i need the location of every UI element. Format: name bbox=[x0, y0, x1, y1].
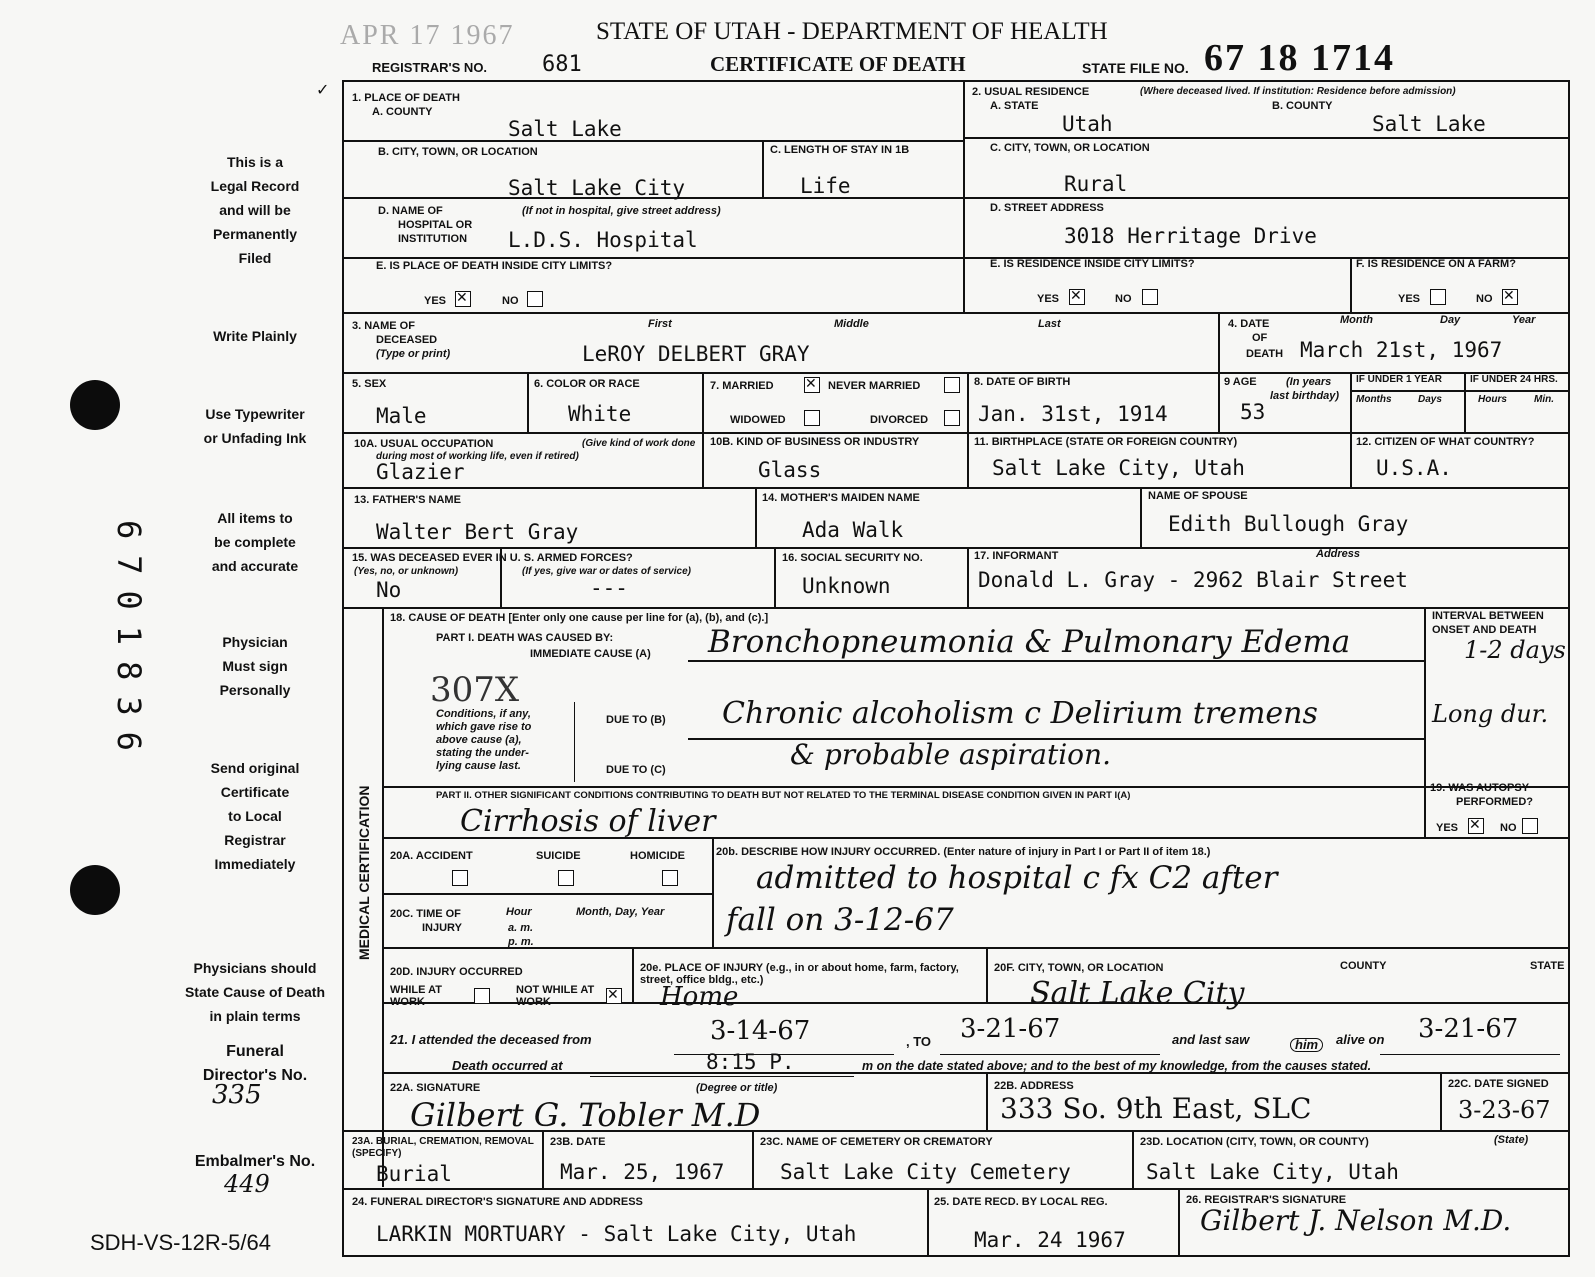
time-of-injury-label-b: INJURY bbox=[422, 922, 462, 934]
funeral-director-number-label: Funeral Director's No. bbox=[202, 1043, 308, 1084]
registrar-number: 681 bbox=[542, 52, 582, 77]
cemetery-location: Salt Lake City, Utah bbox=[1146, 1160, 1399, 1184]
physician-address-label: 22B. ADDRESS bbox=[994, 1080, 1074, 1092]
burial-date: Mar. 25, 1967 bbox=[560, 1160, 725, 1184]
certificate-title: CERTIFICATE OF DEATH bbox=[710, 52, 966, 76]
res-inside-no-label: NO bbox=[1115, 293, 1132, 305]
place-of-death-label: 1. PLACE OF DEATH bbox=[352, 92, 460, 104]
cemetery-label: 23C. NAME OF CEMETERY OR CREMATORY bbox=[760, 1136, 993, 1148]
conditions-note: Conditions, if any, which gave rise to above cause (a), stating the under- lying cause last. bbox=[436, 708, 532, 772]
due-to-c-label: DUE TO (C) bbox=[606, 764, 666, 776]
occupation-label: 10A. USUAL OCCUPATION bbox=[354, 438, 494, 450]
embalmer-number: 449 bbox=[224, 1170, 270, 1198]
interval-b: Long dur. bbox=[1432, 700, 1549, 728]
autopsy-label-b: PERFORMED? bbox=[1456, 796, 1533, 808]
month-day-year-label: Month, Day, Year bbox=[576, 906, 665, 918]
punch-hole-bottom bbox=[70, 865, 120, 915]
birth-date-label: 8. DATE OF BIRTH bbox=[974, 376, 1071, 388]
middle-name-label: Middle bbox=[834, 318, 869, 330]
suicide-label: SUICIDE bbox=[536, 850, 581, 862]
due-to-b: Chronic alcoholism c Delirium tremens bbox=[722, 696, 1318, 731]
married-checkbox[interactable] bbox=[804, 377, 820, 393]
age-note-a: (In years bbox=[1286, 376, 1332, 388]
death-city-label: B. CITY, TOWN, OR LOCATION bbox=[378, 146, 538, 158]
race-label: 6. COLOR OR RACE bbox=[534, 378, 640, 390]
physician-note: Physician Must sign Personally bbox=[219, 634, 291, 698]
death-date-label-c: DEATH bbox=[1246, 348, 1284, 360]
death-month-label: Month bbox=[1340, 314, 1373, 326]
embalmer-number-label: Embalmer's No. bbox=[194, 1153, 316, 1170]
interval-label-a: INTERVAL BETWEEN bbox=[1432, 610, 1544, 622]
residence-county: Salt Lake bbox=[1372, 112, 1486, 136]
injury-description-1: admitted to hospital c fx C2 after bbox=[756, 860, 1278, 896]
attended-from: 3-14-67 bbox=[710, 1016, 811, 1046]
widowed-label: WIDOWED bbox=[730, 414, 786, 426]
farm-no-label: NO bbox=[1476, 293, 1493, 305]
death-day-label: Day bbox=[1440, 314, 1461, 326]
business: Glass bbox=[758, 458, 822, 482]
first-name-label: First bbox=[648, 318, 672, 330]
inside-city-limits-label: E. IS PLACE OF DEATH INSIDE CITY LIMITS? bbox=[376, 260, 613, 272]
armed-forces-note-a: (Yes, no, or unknown) bbox=[354, 566, 459, 577]
informant-label: 17. INFORMANT bbox=[974, 550, 1059, 562]
length-of-stay-label: C. LENGTH OF STAY IN 1B bbox=[770, 144, 910, 156]
ssn-label: 16. SOCIAL SECURITY NO. bbox=[782, 552, 923, 564]
race: White bbox=[568, 402, 632, 426]
punch-hole-top bbox=[70, 380, 120, 430]
due-to-c: & probable aspiration. bbox=[790, 738, 1111, 771]
birth-date: Jan. 31st, 1914 bbox=[978, 402, 1168, 426]
death-date-label-a: 4. DATE bbox=[1228, 318, 1270, 330]
hour-label: Hour bbox=[506, 906, 532, 918]
state-file-label: STATE FILE NO. bbox=[1082, 60, 1189, 76]
sex-label: 5. SEX bbox=[352, 378, 387, 390]
registrar-number-label: REGISTRAR'S NO. bbox=[372, 60, 488, 75]
while-at-work-label: WHILE AT WORK bbox=[390, 984, 442, 1008]
injury-occurred-label: 20D. INJURY OCCURRED bbox=[390, 966, 523, 978]
autopsy-label-a: 19. WAS AUTOPSY bbox=[1430, 782, 1530, 794]
residence-inside-label: E. IS RESIDENCE INSIDE CITY LIMITS? bbox=[990, 258, 1195, 270]
name-label-c: (Type or print) bbox=[376, 348, 451, 360]
hospital-label-b: HOSPITAL OR bbox=[398, 219, 473, 231]
street-address: 3018 Herritage Drive bbox=[1064, 224, 1317, 248]
injury-city: Salt Lake City bbox=[1030, 976, 1245, 1011]
death-county: Salt Lake bbox=[508, 117, 622, 141]
due-to-b-label: DUE TO (B) bbox=[606, 714, 666, 726]
occupation-note-a: (Give kind of work done bbox=[582, 438, 696, 449]
burial-method: Burial bbox=[376, 1162, 452, 1186]
farm-label: F. IS RESIDENCE ON A FARM? bbox=[1356, 258, 1516, 270]
death-inside-yes-label: YES bbox=[424, 295, 447, 307]
physician-address: 333 So. 9th East, SLC bbox=[1000, 1092, 1312, 1125]
date-received-label: 25. DATE RECD. BY LOCAL REG. bbox=[934, 1196, 1108, 1208]
occupation: Glazier bbox=[376, 460, 465, 484]
hospital-label-a: D. NAME OF bbox=[378, 205, 443, 217]
pm-label: p. m. bbox=[508, 936, 534, 948]
suicide-checkbox[interactable] bbox=[558, 870, 574, 886]
residence-city: Rural bbox=[1064, 172, 1128, 196]
informant: Donald L. Gray - 2962 Blair Street bbox=[978, 568, 1408, 592]
birthplace: Salt Lake City, Utah bbox=[992, 456, 1245, 480]
typewriter-note: Use Typewriter or Unfading Ink bbox=[203, 406, 307, 446]
last-name-label: Last bbox=[1038, 318, 1061, 330]
funeral-director-number: 335 bbox=[212, 1080, 262, 1110]
spouse-label: NAME OF SPOUSE bbox=[1148, 490, 1248, 502]
alive-on-date: 3-21-67 bbox=[1418, 1014, 1519, 1044]
autopsy-yes-checkbox[interactable] bbox=[1468, 818, 1484, 834]
hospital-label-c: INSTITUTION bbox=[398, 233, 468, 245]
place-of-injury-label: 20e. PLACE OF INJURY (e.g., in or about home, farm, factory, street, office bldg., etc.) bbox=[640, 962, 959, 986]
not-while-at-work-checkbox[interactable] bbox=[606, 988, 622, 1004]
mother-name: Ada Walk bbox=[802, 518, 904, 542]
part1-label: PART I. DEATH WAS CAUSED BY: bbox=[436, 632, 614, 644]
burial-date-label: 23B. DATE bbox=[550, 1136, 606, 1148]
funeral-director: LARKIN MORTUARY - Salt Lake City, Utah bbox=[376, 1222, 857, 1246]
write-plainly-note: Write Plainly bbox=[213, 328, 297, 344]
cemetery-state-label: (State) bbox=[1494, 1134, 1529, 1146]
death-inside-no-checkbox[interactable] bbox=[527, 291, 543, 307]
death-date: March 21st, 1967 bbox=[1300, 338, 1503, 362]
under-24-hrs-label: IF UNDER 24 HRS. bbox=[1470, 374, 1558, 385]
state-department-title: STATE OF UTAH - DEPARTMENT OF HEALTH bbox=[596, 18, 1108, 45]
res-inside-yes-label: YES bbox=[1037, 293, 1060, 305]
residence-state-label: A. STATE bbox=[990, 100, 1039, 112]
physician-signature: Gilbert G. Tobler M.D bbox=[410, 1096, 761, 1134]
him-label: him bbox=[1290, 1038, 1323, 1052]
date-signed-label: 22C. DATE SIGNED bbox=[1448, 1078, 1549, 1090]
usual-residence-label: 2. USUAL RESIDENCE bbox=[972, 86, 1090, 98]
autopsy-no-label: NO bbox=[1500, 822, 1517, 834]
hospital-note: (If not in hospital, give street address) bbox=[522, 205, 721, 217]
occupation-note-b: during most of working life, even if retired) bbox=[376, 451, 579, 462]
degree-label: (Degree or title) bbox=[696, 1082, 778, 1094]
injury-county-label: COUNTY bbox=[1340, 960, 1387, 972]
minutes-label: Min. bbox=[1534, 394, 1554, 405]
cause-of-death-label: 18. CAUSE OF DEATH [Enter only one cause per line for (a), (b), and (c).] bbox=[390, 612, 769, 624]
attestation-text: m on the date stated above; and to the best of my knowledge, from the causes stated. bbox=[862, 1059, 1372, 1073]
interval-label-b: ONSET AND DEATH bbox=[1432, 624, 1537, 636]
immediate-cause-label: IMMEDIATE CAUSE (A) bbox=[530, 648, 651, 660]
birthplace-label: 11. BIRTHPLACE (STATE OR FOREIGN COUNTRY) bbox=[974, 436, 1238, 448]
describe-injury-label: 20b. DESCRIBE HOW INJURY OCCURRED. (Enter nature of injury in Part I or Part II of item 18.) bbox=[716, 846, 1211, 858]
armed-forces-note-b: (If yes, give war or dates of service) bbox=[522, 566, 691, 577]
farm-no-checkbox[interactable] bbox=[1502, 289, 1518, 305]
check-mark: ✓ bbox=[316, 82, 330, 99]
form-number: SDH-VS-12R-5/64 bbox=[90, 1230, 271, 1255]
under-1-year-label: IF UNDER 1 YEAR bbox=[1356, 374, 1442, 385]
age: 53 bbox=[1240, 400, 1266, 424]
death-inside-no-label: NO bbox=[502, 295, 519, 307]
mother-label: 14. MOTHER'S MAIDEN NAME bbox=[762, 492, 920, 504]
usual-residence-note: (Where deceased lived. If institution: Residence before admission) bbox=[1140, 86, 1456, 97]
burial-label: 23A. BURIAL, CREMATION, REMOVAL (SPECIFY) bbox=[352, 1136, 534, 1159]
medical-certification-label: MEDICAL CERTIFICATION bbox=[356, 785, 372, 960]
state-file-number: 67 18 1714 bbox=[1204, 37, 1395, 79]
attended-label: 21. I attended the deceased from bbox=[390, 1032, 592, 1047]
business-label: 10B. KIND OF BUSINESS OR INDUSTRY bbox=[710, 436, 920, 448]
farm-yes-label: YES bbox=[1398, 293, 1421, 305]
citizen: U.S.A. bbox=[1376, 456, 1452, 480]
street-address-label: D. STREET ADDRESS bbox=[990, 202, 1104, 214]
send-original-note: Send original Certificate to Local Registrar Immediately bbox=[210, 760, 300, 872]
attended-to: 3-21-67 bbox=[960, 1014, 1061, 1044]
armed-forces: No bbox=[376, 578, 402, 602]
age-label: 9 AGE bbox=[1224, 376, 1257, 388]
accident-label: 20A. ACCIDENT bbox=[390, 850, 473, 862]
homicide-checkbox[interactable] bbox=[662, 870, 678, 886]
length-of-stay: Life bbox=[800, 174, 851, 198]
res-inside-no-checkbox[interactable] bbox=[1142, 289, 1158, 305]
residence-city-label: C. CITY, TOWN, OR LOCATION bbox=[990, 142, 1150, 154]
injury-state-label: STATE bbox=[1530, 960, 1565, 972]
hospital-name: L.D.S. Hospital bbox=[508, 228, 698, 252]
received-stamp: APR 17 1967 bbox=[340, 20, 515, 51]
informant-address-label: Address bbox=[1316, 548, 1361, 560]
autopsy-yes-label: YES bbox=[1436, 822, 1459, 834]
immediate-cause: Bronchopneumonia & Pulmonary Edema bbox=[708, 624, 1351, 660]
divorced-checkbox[interactable] bbox=[944, 410, 960, 426]
signature-label: 22A. SIGNATURE bbox=[390, 1082, 481, 1094]
other-conditions: Cirrhosis of liver bbox=[460, 804, 716, 839]
am-label: a. m. bbox=[508, 922, 534, 934]
never-married-checkbox[interactable] bbox=[944, 377, 960, 393]
farm-yes-checkbox[interactable] bbox=[1430, 289, 1446, 305]
death-city: Salt Lake City bbox=[508, 176, 686, 200]
spouse-name: Edith Bullough Gray bbox=[1168, 512, 1409, 536]
months-label: Months bbox=[1356, 394, 1392, 405]
interval-immediate: 1-2 days bbox=[1464, 636, 1566, 664]
date-received: Mar. 24 1967 bbox=[974, 1228, 1126, 1252]
funeral-director-label: 24. FUNERAL DIRECTOR'S SIGNATURE AND ADDRESS bbox=[352, 1196, 643, 1208]
hours-label: Hours bbox=[1478, 394, 1507, 405]
name-label-a: 3. NAME OF bbox=[352, 320, 415, 332]
death-year-label: Year bbox=[1512, 314, 1536, 326]
homicide-label: HOMICIDE bbox=[630, 850, 685, 862]
armed-forces-dates: --- bbox=[590, 576, 628, 600]
death-inside-yes-checkbox[interactable] bbox=[455, 291, 471, 307]
cemetery: Salt Lake City Cemetery bbox=[780, 1160, 1071, 1184]
never-married-label: NEVER MARRIED bbox=[828, 380, 921, 392]
registrar-signature: Gilbert J. Nelson M.D. bbox=[1200, 1204, 1512, 1237]
date-signed: 3-23-67 bbox=[1458, 1096, 1551, 1124]
complete-note: All items to be complete and accurate bbox=[211, 510, 299, 574]
registrar-signature-label: 26. REGISTRAR'S SIGNATURE bbox=[1186, 1194, 1347, 1206]
alive-on-label: alive on bbox=[1336, 1032, 1385, 1047]
vertical-serial-number: 6701836 bbox=[110, 520, 148, 767]
father-label: 13. FATHER'S NAME bbox=[354, 494, 461, 506]
not-while-at-work-label: NOT WHILE AT WORK bbox=[516, 984, 595, 1008]
ssn: Unknown bbox=[802, 574, 891, 598]
cause-code: 307X bbox=[430, 670, 520, 710]
sex: Male bbox=[376, 404, 427, 428]
res-inside-yes-checkbox[interactable] bbox=[1069, 289, 1085, 305]
name-label-b: DECEASED bbox=[376, 334, 438, 346]
armed-forces-label: 15. WAS DECEASED EVER IN U. S. ARMED FORCES? bbox=[352, 552, 633, 564]
widowed-checkbox[interactable] bbox=[804, 410, 820, 426]
death-time: 8:15 P. bbox=[706, 1050, 795, 1074]
accident-checkbox[interactable] bbox=[452, 870, 468, 886]
last-saw-label: and last saw bbox=[1172, 1032, 1250, 1047]
married-label: 7. MARRIED bbox=[710, 380, 774, 392]
father-name: Walter Bert Gray bbox=[376, 520, 579, 544]
residence-state: Utah bbox=[1062, 112, 1113, 136]
citizen-label: 12. CITIZEN OF WHAT COUNTRY? bbox=[1356, 436, 1535, 448]
while-at-work-checkbox[interactable] bbox=[474, 988, 490, 1004]
injury-description-2: fall on 3-12-67 bbox=[726, 902, 954, 938]
autopsy-no-checkbox[interactable] bbox=[1522, 818, 1538, 834]
days-label: Days bbox=[1418, 394, 1442, 405]
place-of-injury: Home bbox=[660, 982, 739, 1012]
death-date-label-b: OF bbox=[1252, 332, 1268, 344]
time-of-injury-label-a: 20C. TIME OF bbox=[390, 908, 461, 920]
deceased-name: LeROY DELBERT GRAY bbox=[582, 342, 810, 366]
residence-county-label: B. COUNTY bbox=[1272, 100, 1333, 112]
death-county-label: A. COUNTY bbox=[372, 106, 433, 118]
legal-record-note: This is a Legal Record and will be Permanently Filed bbox=[210, 154, 300, 266]
death-occurred-at-label: Death occurred at bbox=[452, 1058, 563, 1073]
cemetery-location-label: 23D. LOCATION (CITY, TOWN, OR COUNTY) bbox=[1140, 1136, 1369, 1148]
injury-city-label: 20F. CITY, TOWN, OR LOCATION bbox=[994, 962, 1164, 974]
divorced-label: DIVORCED bbox=[870, 414, 929, 426]
part2-label: PART II. OTHER SIGNIFICANT CONDITIONS CONTRIBUTING TO DEATH BUT NOT RELATED TO THE TERMINAL DISEASE CONDITION GIVEN IN PART I(A) bbox=[436, 790, 1131, 801]
cause-terms-note: Physicians should State Cause of Death in plain terms bbox=[184, 960, 326, 1024]
attended-to-label: , TO bbox=[906, 1034, 932, 1049]
age-note-b: last birthday) bbox=[1270, 390, 1340, 402]
